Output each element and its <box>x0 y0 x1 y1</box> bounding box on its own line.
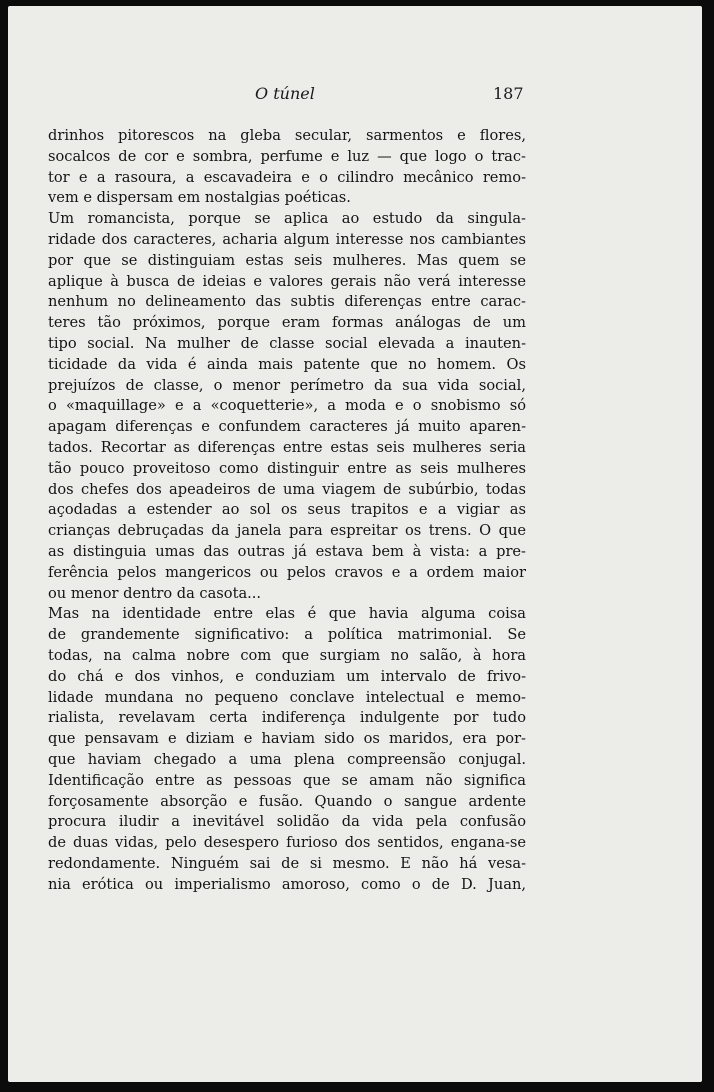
text-line: socalcos de cor e sombra, perfume e luz — que logo o trac- <box>48 147 526 165</box>
text-line: nia erótica ou imperialismo amoroso, como o de D. Juan, <box>48 875 526 893</box>
text-line: Mas na identidade entre elas é que havia alguma coisa <box>48 605 526 623</box>
page-header <box>0 84 714 108</box>
text-line: por que se distinguiam estas seis mulheres. Mas quem se <box>48 251 526 269</box>
text-line: dos chefes dos apeadeiros de uma viagem de subúrbio, todas <box>48 480 526 498</box>
page-number: 187 <box>493 84 524 103</box>
text-line: teres tão próximos, porque eram formas análogas de um <box>48 314 526 332</box>
text-line: de grandemente significativo: a política matrimonial. Se <box>48 626 526 644</box>
text-line: Um romancista, porque se aplica ao estudo da singula- <box>48 210 526 228</box>
text-line: drinhos pitorescos na gleba secular, sarmentos e flores, <box>48 127 526 144</box>
text-line: redondamente. Ninguém sai de si mesmo. E não há vesa- <box>48 854 526 872</box>
text-line: as distinguia umas das outras já estava bem à vista: a pre- <box>48 542 526 560</box>
text-line: vem e dispersam em nostalgias poéticas. <box>48 189 351 207</box>
running-title: O túnel <box>255 84 315 103</box>
body-text <box>48 126 526 895</box>
text-line: tão pouco proveitoso como distinguir entre as seis mulheres <box>48 459 526 477</box>
text-line: todas, na calma nobre com que surgiam no salão, à hora <box>48 646 526 664</box>
text-line: procura iludir a inevitável solidão da vida pela confusão <box>48 813 526 831</box>
text-line: Identificação entre as pessoas que se amam não significa <box>48 771 526 789</box>
text-line: ticidade da vida é ainda mais patente que no homem. Os <box>48 355 526 373</box>
text-line: ferência pelos mangericos ou pelos cravos e a ordem maior <box>48 563 526 581</box>
text-line: tados. Recortar as diferenças entre estas seis mulheres seria <box>48 438 526 456</box>
text-line: aplique à busca de ideias e valores gerais não verá interesse <box>48 272 526 290</box>
text-line: que haviam chegado a uma plena compreensão conjugal. <box>48 750 526 768</box>
text-line: de duas vidas, pelo desespero furioso dos sentidos, engana-se <box>48 834 526 852</box>
text-line: que pensavam e diziam e haviam sido os maridos, era por- <box>48 730 526 748</box>
text-line: ridade dos caracteres, acharia algum interesse nos cambiantes <box>48 230 526 248</box>
text-line: o «maquillage» e a «coquetterie», a moda e o snobismo só <box>48 397 526 415</box>
text-line: forçosamente absorção e fusão. Quando o sangue ardente <box>48 792 526 810</box>
text-line: prejuízos de classe, o menor perímetro da sua vida social, <box>48 376 526 394</box>
text-line: crianças debruçadas da janela para espreitar os trens. O que <box>48 522 526 540</box>
text-line: açodadas a estender ao sol os seus trapitos e a vigiar as <box>48 501 526 519</box>
text-line: lidade mundana no pequeno conclave intelectual e memo- <box>48 688 526 706</box>
text-line: ou menor dentro da casota... <box>48 584 262 602</box>
text-line: nenhum no delineamento das subtis diferenças entre carac- <box>48 293 526 311</box>
text-line: do chá e dos vinhos, e conduziam um intervalo de frivo- <box>48 667 526 685</box>
text-line: rialista, revelavam certa indiferença indulgente por tudo <box>48 709 526 727</box>
text-line: tor e a rasoura, a escavadeira e o cilindro mecânico remo- <box>48 168 526 186</box>
text-line: apagam diferenças e confundem caracteres já muito aparen- <box>48 418 526 436</box>
text-line: tipo social. Na mulher de classe social elevada a inauten- <box>48 334 526 352</box>
